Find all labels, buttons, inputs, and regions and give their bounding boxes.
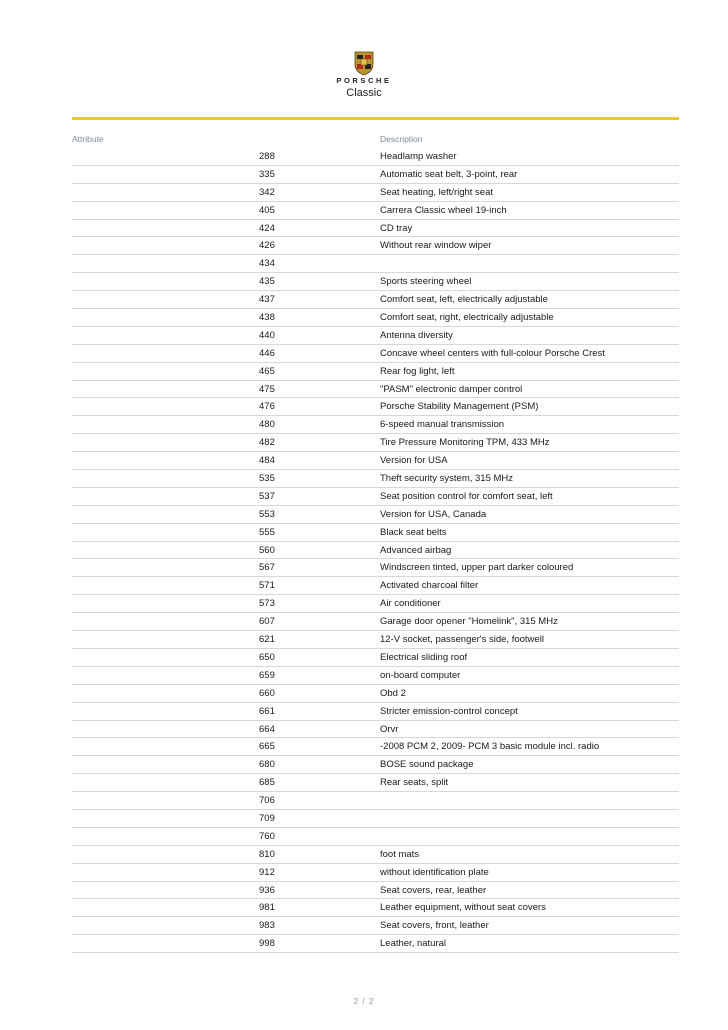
attribute-code: 983 [259, 920, 275, 932]
attribute-description: Comfort seat, right, electrically adjustable [380, 312, 554, 324]
column-header-attribute: Attribute [72, 134, 104, 144]
table-row [72, 291, 679, 309]
table-row [72, 416, 679, 434]
attribute-description: Rear fog light, left [380, 365, 455, 377]
table-row [72, 524, 679, 542]
table-row [72, 398, 679, 416]
table-row [72, 738, 679, 756]
attribute-code: 446 [259, 347, 275, 359]
table-row [72, 434, 679, 452]
attribute-description: Leather, natural [380, 938, 447, 950]
attribute-code: 480 [259, 419, 275, 431]
table-row [72, 667, 679, 685]
attribute-code: 607 [259, 616, 275, 628]
table-header [72, 134, 679, 148]
attribute-description: foot mats [380, 848, 420, 860]
table-row [72, 470, 679, 488]
attribute-description: Carrera Classic wheel 19-inch [380, 204, 507, 216]
attribute-code: 573 [259, 598, 275, 610]
attribute-code: 660 [259, 687, 275, 699]
table-row [72, 506, 679, 524]
attribute-code: 912 [259, 866, 275, 878]
table-row [72, 577, 679, 595]
attribute-code: 981 [259, 902, 275, 914]
attribute-code: 435 [259, 276, 275, 288]
attribute-description: -2008 PCM 2, 2009- PCM 3 basic module incl. radio [380, 741, 600, 753]
attribute-code: 424 [259, 222, 275, 234]
attribute-description: Seat heating, left/right seat [380, 186, 494, 198]
attribute-code: 553 [259, 508, 275, 520]
attribute-code: 664 [259, 723, 275, 735]
table-row [72, 810, 679, 828]
attribute-code: 760 [259, 830, 275, 842]
attribute-code: 405 [259, 204, 275, 216]
attribute-table [72, 148, 679, 953]
attribute-description: Version for USA, Canada [380, 508, 487, 520]
header-divider [72, 117, 679, 120]
attribute-description: Windscreen tinted, upper part darker coloured [380, 562, 574, 574]
attribute-code: 537 [259, 490, 275, 502]
attribute-code: 998 [259, 938, 275, 950]
attribute-code: 476 [259, 401, 275, 413]
brand-subtitle: Classic [346, 87, 382, 99]
attribute-description: "PASM" electronic damper control [380, 383, 523, 395]
attribute-description: Activated charcoal filter [380, 580, 479, 592]
brand-wordmark: PORSCHE [336, 76, 392, 85]
attribute-code: 709 [259, 812, 275, 824]
table-row [72, 721, 679, 739]
attribute-description: Stricter emission-control concept [380, 705, 518, 717]
attribute-description: Rear seats, split [380, 777, 449, 789]
table-row [72, 882, 679, 900]
attribute-description: Without rear window wiper [380, 240, 492, 252]
table-row [72, 542, 679, 560]
attribute-code: 661 [259, 705, 275, 717]
attribute-description: Garage door opener "Homelink", 315 MHz [380, 616, 558, 628]
attribute-description: Advanced airbag [380, 544, 452, 556]
attribute-code: 685 [259, 777, 275, 789]
attribute-code: 659 [259, 669, 275, 681]
attribute-code: 342 [259, 186, 275, 198]
table-row [72, 935, 679, 953]
table-row [72, 792, 679, 810]
table-row [72, 381, 679, 399]
attribute-description: Seat covers, front, leather [380, 920, 489, 932]
table-row [72, 685, 679, 703]
attribute-code: 426 [259, 240, 275, 252]
attribute-description: Theft security system, 315 MHz [380, 473, 514, 485]
table-row [72, 774, 679, 792]
attribute-description: Automatic seat belt, 3-point, rear [380, 168, 518, 180]
attribute-code: 936 [259, 884, 275, 896]
attribute-description: Black seat belts [380, 526, 447, 538]
attribute-code: 482 [259, 437, 275, 449]
attribute-description: BOSE sound package [380, 759, 474, 771]
attribute-description: CD tray [380, 222, 413, 234]
attribute-code: 621 [259, 634, 275, 646]
attribute-code: 440 [259, 329, 275, 341]
table-row [72, 273, 679, 291]
attribute-code: 680 [259, 759, 275, 771]
attribute-code: 288 [259, 151, 275, 162]
page-number: 2 / 2 [353, 997, 375, 1006]
attribute-description: Electrical sliding roof [380, 651, 468, 663]
attribute-code: 434 [259, 258, 275, 270]
table-row [72, 488, 679, 506]
attribute-code: 555 [259, 526, 275, 538]
attribute-code: 665 [259, 741, 275, 753]
attribute-description: Antenna diversity [380, 329, 453, 341]
attribute-code: 706 [259, 795, 275, 807]
table-row [72, 703, 679, 721]
attribute-code: 475 [259, 383, 275, 395]
table-row [72, 166, 679, 184]
attribute-code: 571 [259, 580, 275, 592]
table-row [72, 452, 679, 470]
attribute-description: Comfort seat, left, electrically adjustable [380, 294, 548, 306]
table-row [72, 595, 679, 613]
attribute-description: Orvr [380, 723, 399, 735]
table-row [72, 649, 679, 667]
porsche-classic-logo [0, 50, 728, 99]
attribute-code: 535 [259, 473, 275, 485]
attribute-description: 6-speed manual transmission [380, 419, 505, 431]
attribute-code: 560 [259, 544, 275, 556]
table-row [72, 846, 679, 864]
table-row [72, 220, 679, 238]
attribute-description: Headlamp washer [380, 151, 457, 162]
attribute-description: Leather equipment, without seat covers [380, 902, 546, 914]
attribute-description: Porsche Stability Management (PSM) [380, 401, 539, 413]
attribute-description: Tire Pressure Monitoring TPM, 433 MHz [380, 437, 550, 449]
column-header-description: Description [380, 134, 423, 144]
attribute-description: Seat position control for comfort seat, left [380, 490, 553, 502]
table-row [72, 237, 679, 255]
table-row [72, 345, 679, 363]
table-row [72, 864, 679, 882]
table-row [72, 917, 679, 935]
table-row [72, 828, 679, 846]
table-row [72, 899, 679, 917]
attribute-description: 12-V socket, passenger's side, footwell [380, 634, 544, 646]
table-row [72, 255, 679, 273]
attribute-code: 438 [259, 312, 275, 324]
table-row [72, 631, 679, 649]
attribute-code: 437 [259, 294, 275, 306]
attribute-description: Obd 2 [380, 687, 406, 699]
attribute-description: Seat covers, rear, leather [380, 884, 487, 896]
attribute-description: on-board computer [380, 669, 461, 681]
attribute-description: Air conditioner [380, 598, 441, 610]
attribute-description: without identification plate [380, 866, 489, 878]
table-row [72, 756, 679, 774]
attribute-description: Concave wheel centers with full-colour Porsche Crest [380, 347, 605, 359]
porsche-crest-icon [353, 50, 375, 76]
table-row [72, 327, 679, 345]
table-row [72, 309, 679, 327]
attribute-description: Version for USA [380, 455, 448, 467]
attribute-code: 810 [259, 848, 275, 860]
table-row [72, 202, 679, 220]
attribute-code: 484 [259, 455, 275, 467]
table-row [72, 148, 679, 166]
table-row [72, 613, 679, 631]
attribute-code: 650 [259, 651, 275, 663]
table-row [72, 363, 679, 381]
attribute-code: 335 [259, 168, 275, 180]
attribute-description: Sports steering wheel [380, 276, 472, 288]
table-row [72, 559, 679, 577]
table-row [72, 184, 679, 202]
attribute-code: 465 [259, 365, 275, 377]
attribute-code: 567 [259, 562, 275, 574]
